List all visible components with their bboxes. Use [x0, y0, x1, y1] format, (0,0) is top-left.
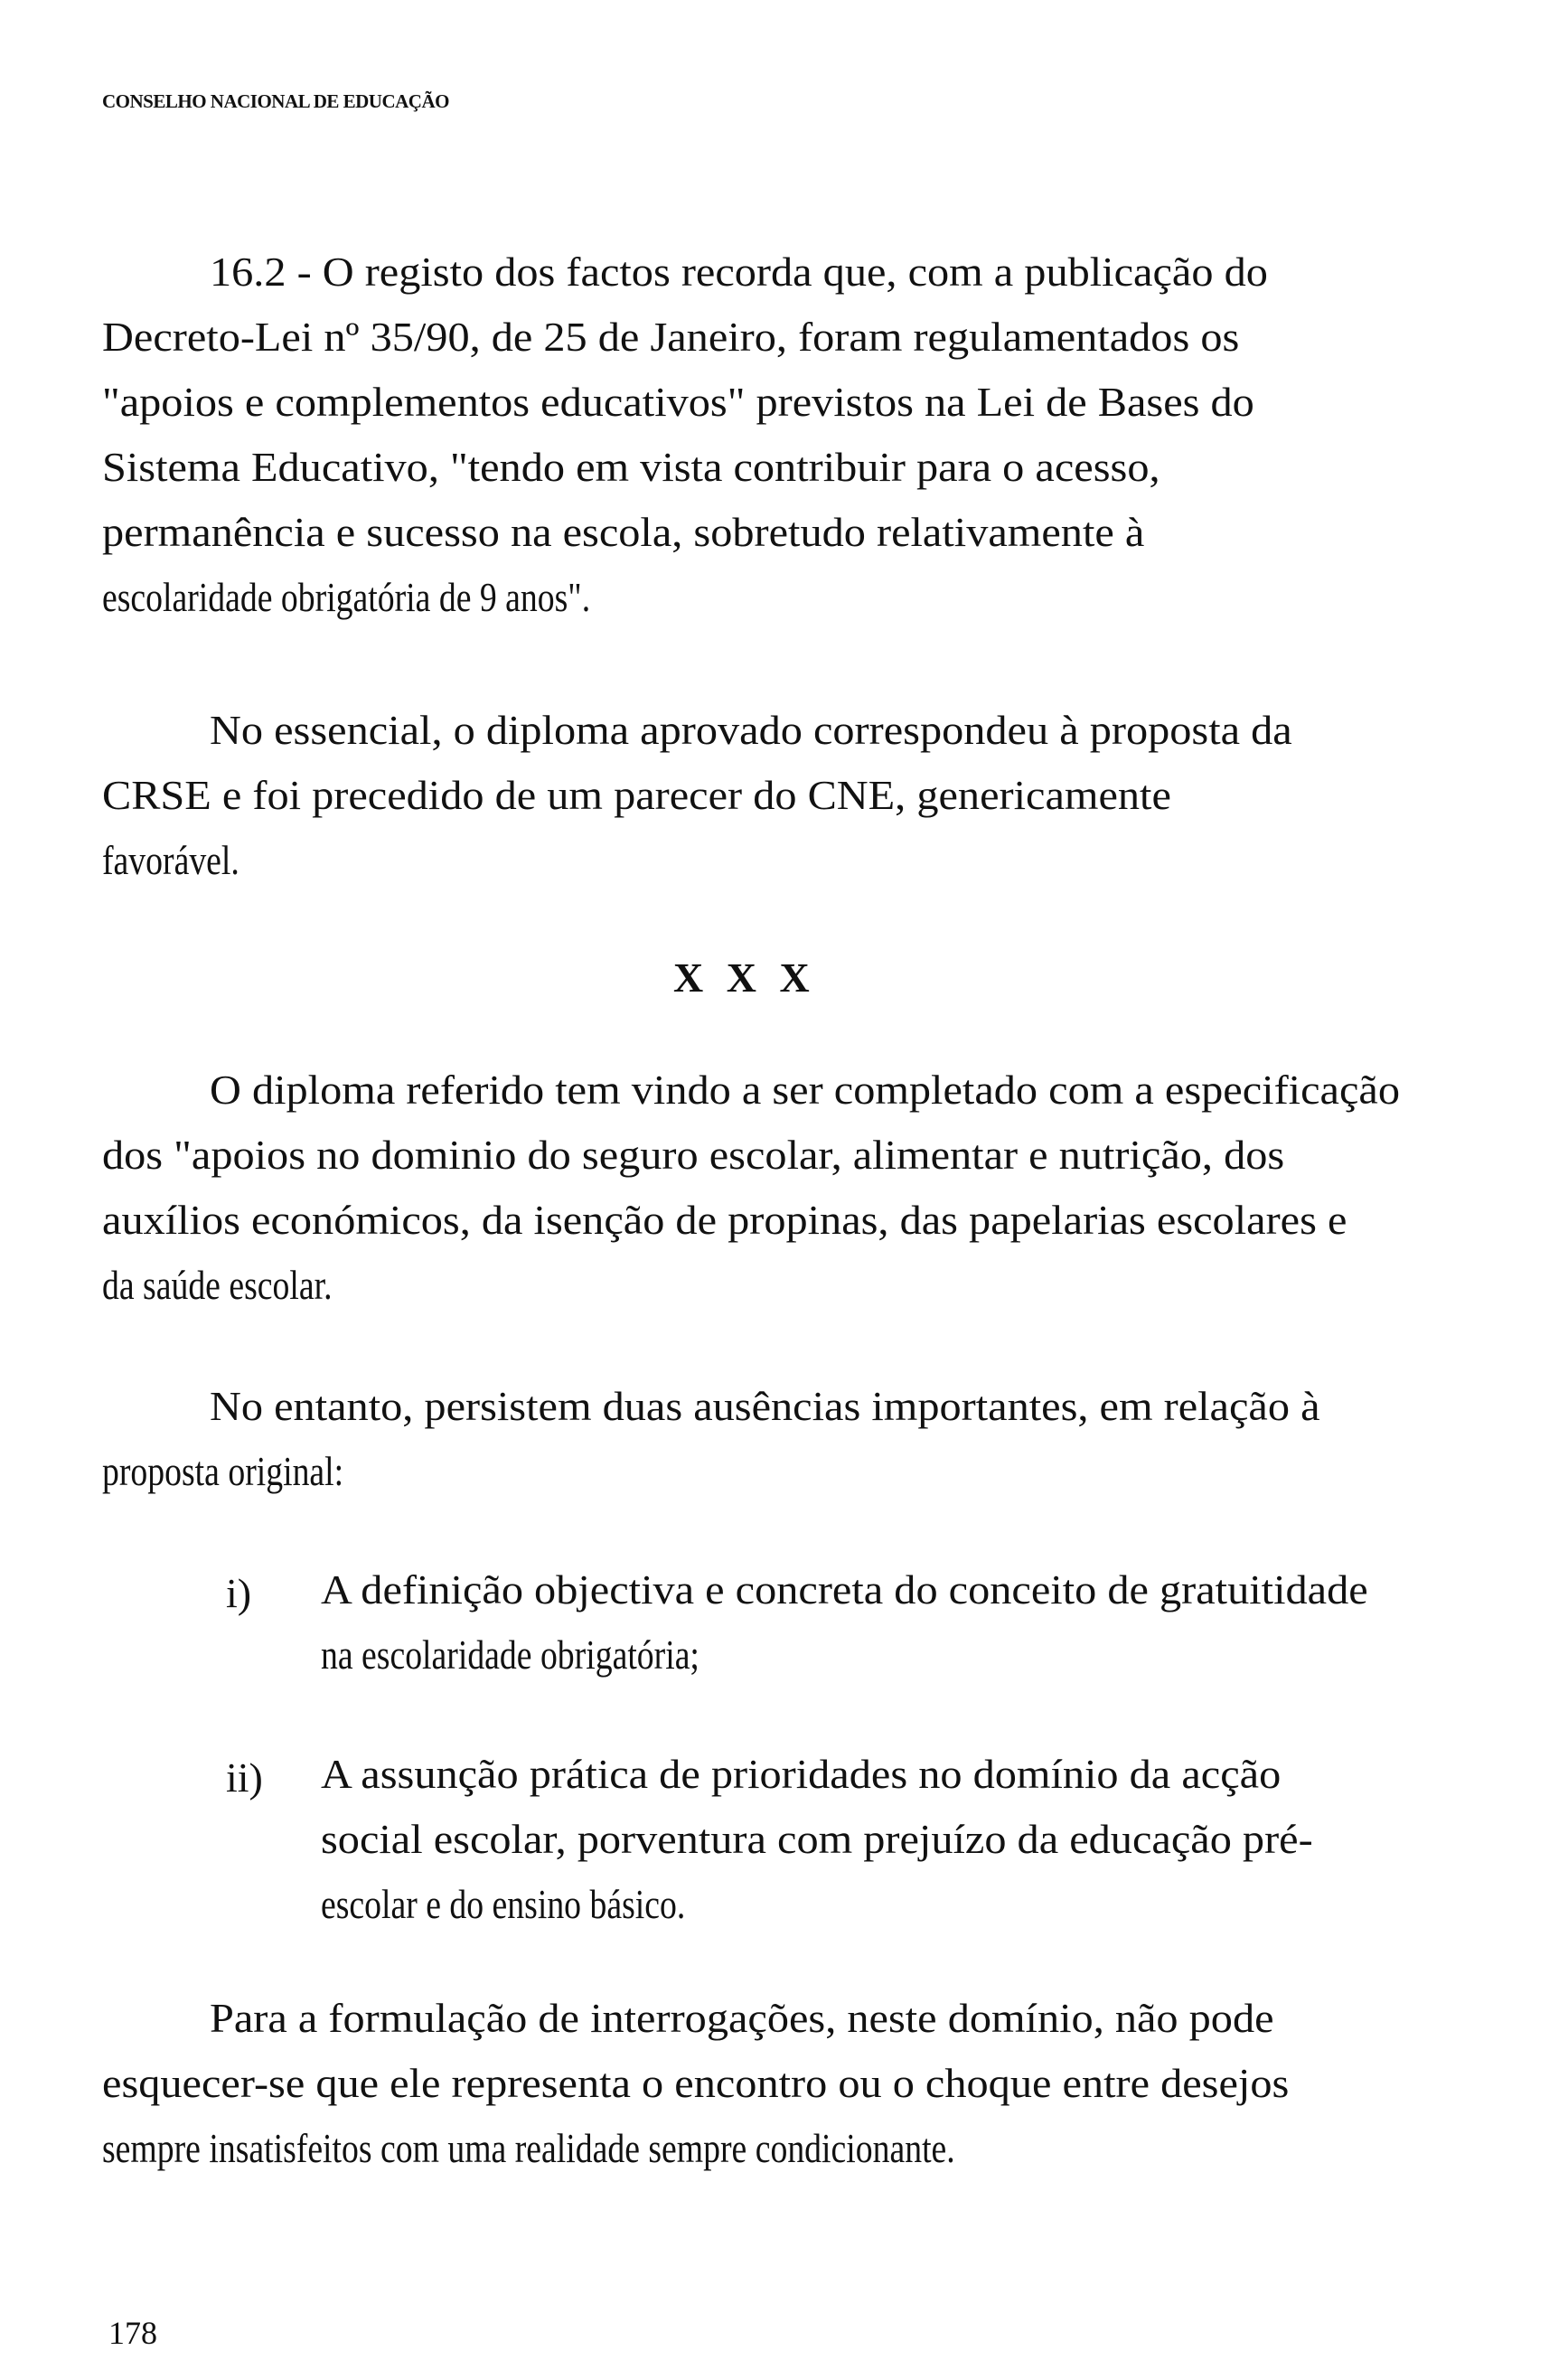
text-line: escolaridade obrigatória de 9 anos".	[102, 574, 591, 620]
text-line: CRSE e foi precedido de um parecer do CNE, genericamente	[102, 772, 1171, 818]
text-line: "apoios e complementos educativos" previstos na Lei de Bases do	[102, 379, 1254, 425]
text-line: A assunção prática de prioridades no domínio da acção	[321, 1751, 1282, 1797]
text-line: Para a formulação de interrogações, neste domínio, não pode	[210, 1995, 1274, 2041]
running-header: CONSELHO NACIONAL DE EDUCAÇÃO	[102, 90, 449, 112]
text-line: proposta original:	[102, 1448, 344, 1494]
text-line: No essencial, o diploma aprovado correspondeu à proposta da	[210, 707, 1292, 753]
text-line: na escolaridade obrigatória;	[321, 1631, 699, 1678]
text-line: A definição objectiva e concreta do conceito de gratuitidade	[321, 1566, 1368, 1613]
text-line: No entanto, persistem duas ausências importantes, em relação à	[210, 1383, 1320, 1429]
text-line: Decreto-Lei nº 35/90, de 25 de Janeiro, foram regulamentados os	[102, 314, 1240, 360]
page-number: 178	[108, 2315, 157, 2351]
section-separator: X X X	[673, 954, 810, 1001]
text-line: auxílios económicos, da isenção de propinas, das papelarias escolares e	[102, 1197, 1347, 1243]
text-line: escolar e do ensino básico.	[321, 1881, 686, 1927]
text-line: da saúde escolar.	[102, 1262, 333, 1308]
text-line: social escolar, porventura com prejuízo da educação pré-	[321, 1816, 1313, 1862]
text-line: esquecer-se que ele representa o encontro ou o choque entre desejos	[102, 2060, 1290, 2106]
text-line: sempre insatisfeitos com uma realidade sempre condicionante.	[102, 2125, 955, 2171]
text-line: dos "apoios no dominio do seguro escolar, alimentar e nutrição, dos	[102, 1132, 1285, 1178]
text-line: favorável.	[102, 837, 239, 883]
text-line: O diploma referido tem vindo a ser completado com a especificação	[210, 1067, 1400, 1113]
text-line: Sistema Educativo, "tendo em vista contribuir para o acesso,	[102, 444, 1160, 490]
text-line: 16.2 - O registo dos factos recorda que, com a publicação do	[210, 249, 1268, 295]
list-marker: ii)	[226, 1754, 263, 1801]
list-marker: i)	[226, 1570, 252, 1616]
text-line: permanência e sucesso na escola, sobretudo relativamente à	[102, 509, 1145, 555]
